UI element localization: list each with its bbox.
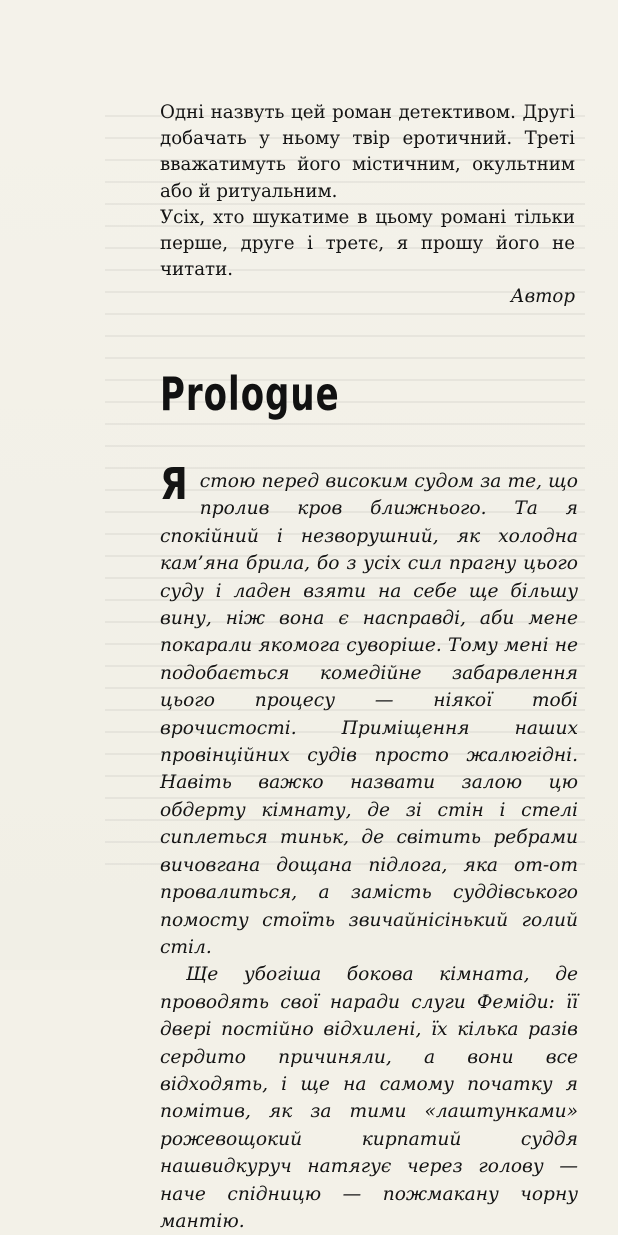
epigraph bbox=[160, 100, 575, 311]
epigraph-signature: Автор bbox=[510, 286, 575, 308]
chapter-body bbox=[160, 460, 578, 1235]
chapter-title: Prologue bbox=[160, 368, 340, 422]
body-paragraph-1-text: стою перед високим судом за те, що пролив кров ближнього. Та я спокійний і незворушний, як холодна кам’яна брила, бо з усіх сил прагну цього суду і ладен взяти на себе ще більшу вину, ніж вона є насправді, аби мене покарали якомога суворіше. Тому мені не подобається комедійне забарвлення цього процесу — ніякої тобі врочистості. Приміщення наших провінційних судів просто жалюгідні. Навіть важко назвати залою цю обдерту кімнату, де зі стін і стелі сиплеться тиньк, де світить ребрами вичовгана дощана підлога, яка от-от провалиться, а замість суддівського помосту стоїть звичайнісінький голий стіл. bbox=[160, 471, 578, 958]
epigraph-paragraph-1: Одні назвуть цей роман детективом. Другі добачать у ньому твір еротичний. Треті вважатимуть його містичним, окультним або й ритуальним. bbox=[160, 102, 575, 202]
drop-cap: Я bbox=[160, 460, 188, 510]
body-paragraph-2: Ще убогіша бокова кімната, де проводять свої наради слуги Феміди: її двері постійно відхилені, їх кілька разів сердито причиняли, а вони все відходять, і ще на самому початку я помітив, як за тими «лаштунками» рожевощокий кирпатий суддя нашвидкуруч натягує через голову — наче спідницю — пожмакану чорну мантію. bbox=[160, 964, 578, 1232]
epigraph-paragraph-2: Усіх, хто шукатиме в цьому романі тільки перше, друге і третє, я прошу його не читати. bbox=[160, 206, 575, 281]
body-paragraph-1 bbox=[160, 460, 578, 961]
